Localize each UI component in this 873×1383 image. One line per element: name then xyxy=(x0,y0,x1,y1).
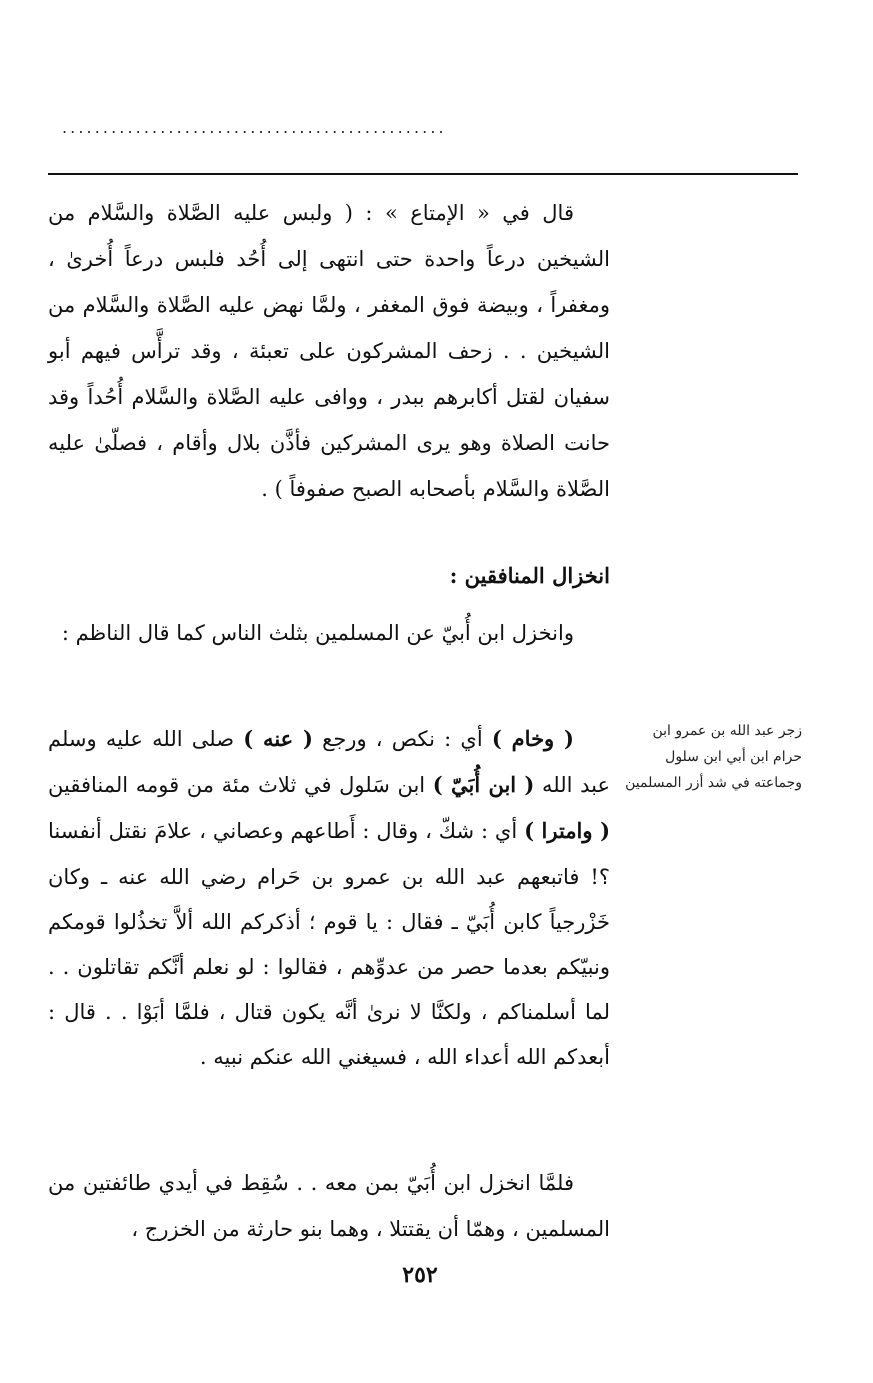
paragraph-4: فلمَّا انخزل ابن أُبَيّ بمن معه . . سُقِط في أيدي طائفتين من المسلمين ، وهمّا أن يقتتلا ، وهما بنو حارثة من الخزرج ، xyxy=(48,1171,610,1241)
term-wakham: ( وخام ) xyxy=(491,726,574,751)
section-heading: انخزال المنافقين : xyxy=(449,563,610,588)
paragraph-3-text-2: صلى الله عليه وسلم عبد الله xyxy=(48,727,610,798)
header-divider xyxy=(48,173,798,175)
paragraph-3-text-4: أي : شكّ ، وقال : أَطاعهم وعصاني ، علامَ نقتل أنفسنا ؟! فاتبعهم عبد الله بن عمرو بن حَرام رضي الله عنه ـ وكان خَزْرجياً كابن أُبَيّ ـ فقال : يا قوم ؛ أذكركم الله ألاَّ تخذُلوا قومكم ونبيّكم بعدما حصر من عدوِّهم ، فقالوا : لو نعلم أنَّكم تقاتلون . . لما أسلمناكم ، ولكنَّا لا نرىٰ أنَّه يكون قتال ، فلمَّا أبَوْا . . قال : أبعدكم الله أعداء الله ، فسيغني الله عنكم نبيه . xyxy=(48,819,610,1070)
term-wamtara: ( وامترا ) xyxy=(524,818,610,844)
paragraph-1-text: قال في « الإمتاع » : ( ولبس عليه الصَّلاة والسَّلام من الشيخين درعاً واحدة حتى انتهى إلى أُحُد فلبس درعاً أُخرىٰ ، ومغفراً ، وبيضة فوق المغفر ، ولمَّا نهض عليه الصَّلاة والسَّلام من الشيخين . . زحف المشركون على تعبئة ، وقد ترأَّس فيهم أبو سفيان لقتل أكابرهم ببدر ، ووافى عليه الصَّلاة والسَّلام أُحُداً وقد حانت الصلاة وهو يرى المشركين فأذَّن بلال وأقام ، فصلّىٰ عليه الصَّلاة والسَّلام بأصحابه الصبح صفوفاً ) . xyxy=(48,201,610,501)
term-anhu: ( عنه ) xyxy=(243,726,313,751)
page-number: ٢٥٢ xyxy=(402,1262,438,1288)
term-ibn-ubayy: ( ابن أُبَيّ ) xyxy=(432,772,535,798)
margin-note: زجر عبد الله بن عمرو ابن حرام ابن أبي ابن سلول وجماعته في شد أزر المسلمين xyxy=(625,723,802,791)
header-dotted-rule: ............................................... xyxy=(62,118,447,137)
paragraph-3 xyxy=(48,716,610,1081)
paragraph-1 xyxy=(48,190,610,512)
paragraph-3-text-3: ابن سَلول في ثلاث مئة من قومه المنافقين xyxy=(48,773,433,798)
paragraph-2: وانخزل ابن أُبيّ عن المسلمين بثلث الناس كما قال الناظم : xyxy=(61,621,574,645)
paragraph-3-text-1: أي : نكص ، ورجع xyxy=(312,727,492,751)
